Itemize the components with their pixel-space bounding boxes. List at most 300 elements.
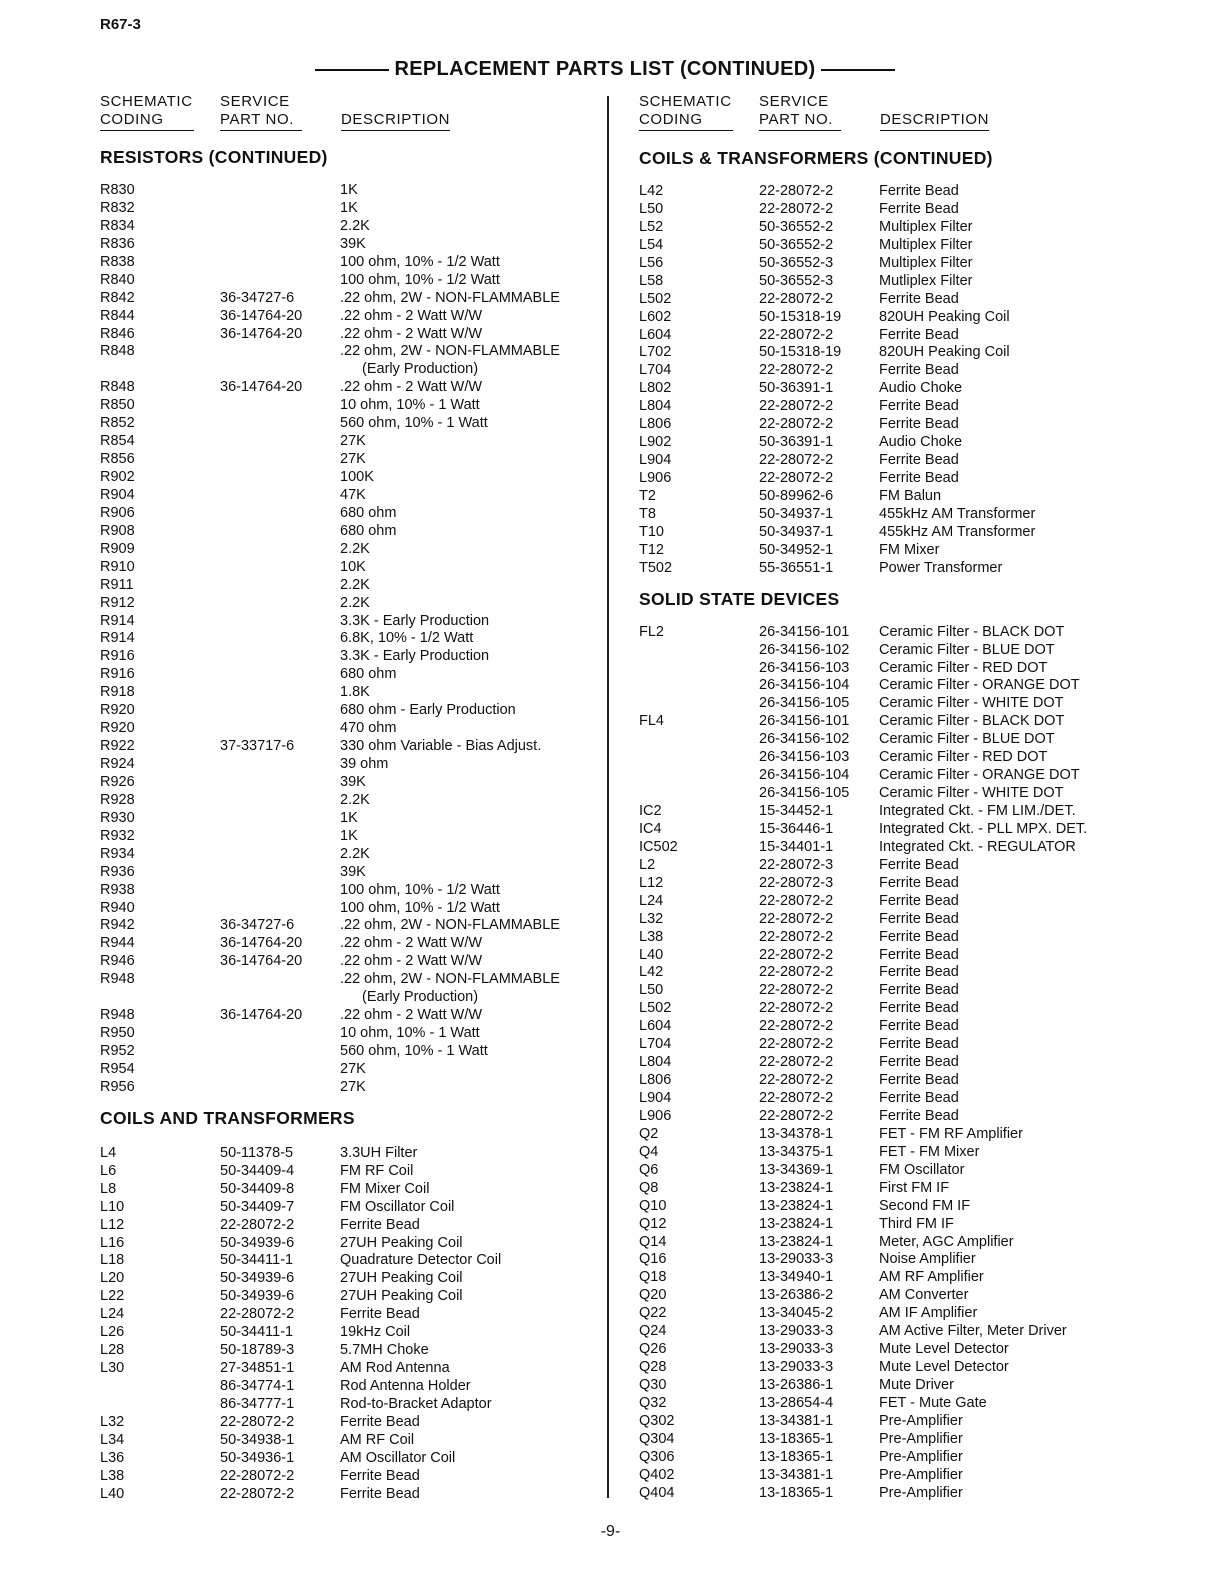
parts-row [639, 982, 1179, 1000]
parts-row [639, 183, 1179, 201]
parts-row [100, 272, 640, 290]
resistors-list [100, 182, 640, 1097]
description: Mute Driver [879, 1377, 954, 1393]
description: 680 ohm [340, 522, 397, 539]
schematic-code: R844 [100, 307, 135, 324]
parts-row [639, 1216, 1179, 1234]
parts-row [639, 488, 1179, 506]
description: 100 ohm, 10% - 1/2 Watt [340, 253, 500, 270]
schematic-code: R856 [100, 451, 135, 468]
schematic-code: L904 [639, 452, 672, 469]
parts-row [639, 875, 1179, 893]
service-part-no: 50-36391-1 [759, 380, 834, 397]
parts-row [639, 839, 1179, 857]
service-part-no: 13-23824-1 [759, 1233, 834, 1250]
schematic-code: T10 [639, 523, 664, 540]
parts-row [639, 713, 1179, 731]
schematic-code: L26 [100, 1324, 125, 1341]
service-part-no: 13-18365-1 [759, 1448, 834, 1465]
service-part-no: 26-34156-104 [759, 767, 850, 784]
service-part-no: 36-14764-20 [220, 325, 303, 342]
schematic-code: Q14 [639, 1233, 667, 1250]
description: Multiplex Filter [879, 218, 973, 235]
description: Integrated Ckt. - REGULATOR [879, 838, 1076, 855]
parts-row [100, 1306, 640, 1324]
parts-row [100, 1414, 640, 1432]
parts-row [639, 1180, 1179, 1198]
parts-row [639, 1000, 1179, 1018]
schematic-code: Q20 [639, 1287, 667, 1304]
parts-row [100, 559, 640, 577]
parts-row [100, 1396, 640, 1414]
title-rule-right [821, 69, 895, 71]
parts-row [639, 731, 1179, 749]
parts-row [639, 857, 1179, 875]
schematic-code: L58 [639, 272, 664, 289]
service-part-no: 50-89962-6 [759, 487, 834, 504]
description: First FM IF [879, 1179, 950, 1196]
description: 560 ohm, 10% - 1 Watt [340, 1043, 488, 1059]
parts-row [639, 1359, 1179, 1377]
description: Integrated Ckt. - FM LIM./DET. [879, 803, 1076, 819]
schematic-code: L22 [100, 1288, 125, 1305]
parts-row [639, 677, 1179, 695]
description: Ceramic Filter - BLUE DOT [879, 641, 1055, 658]
description: 3.3K - Early Production [340, 612, 490, 629]
parts-row [639, 416, 1179, 434]
schematic-code: Q32 [639, 1394, 667, 1411]
coils-continued-list [639, 183, 1179, 578]
description: AM Converter [879, 1287, 969, 1304]
schematic-code: L904 [639, 1090, 672, 1106]
description: 820UH Peaking Coil [879, 344, 1010, 361]
schematic-code: Q26 [639, 1341, 667, 1358]
parts-row [100, 451, 640, 469]
parts-row [639, 362, 1179, 380]
schematic-code: L24 [100, 1306, 125, 1323]
description: 39 ohm [340, 756, 389, 772]
service-part-no: 13-29033-3 [759, 1251, 834, 1268]
parts-row [639, 219, 1179, 237]
service-part-no: 15-34401-1 [759, 838, 834, 855]
service-part-no: 13-23824-1 [759, 1215, 834, 1232]
section-title-coils: COILS AND TRANSFORMERS [100, 1107, 355, 1128]
service-part-no: 13-34369-1 [759, 1161, 834, 1178]
parts-row [100, 523, 640, 541]
parts-row [100, 684, 640, 702]
schematic-code: L804 [639, 1054, 672, 1071]
schematic-code: R846 [100, 325, 135, 342]
service-part-no: 26-34156-103 [759, 659, 850, 676]
service-part-no: 13-34378-1 [759, 1125, 834, 1142]
service-part-no: 22-28072-2 [220, 1467, 295, 1484]
header-desc: DESCRIPTION [341, 111, 450, 131]
parts-row [639, 785, 1179, 803]
parts-row [639, 1323, 1179, 1341]
schematic-code: R902 [100, 469, 135, 485]
schematic-code: L52 [639, 218, 664, 235]
description: 100K [340, 469, 374, 485]
service-part-no: 13-34375-1 [759, 1143, 834, 1160]
parts-row [639, 201, 1179, 219]
service-part-no: 36-34727-6 [220, 917, 295, 934]
schematic-code: IC2 [639, 803, 662, 819]
description: .22 ohm, 2W - NON-FLAMMABLE [340, 343, 560, 360]
schematic-code: L604 [639, 1018, 672, 1035]
description: 2.2K [340, 217, 370, 234]
description: .22 ohm - 2 Watt W/W [340, 953, 483, 970]
service-part-no: 22-28072-2 [759, 452, 834, 469]
service-part-no: 22-28072-2 [759, 398, 834, 415]
service-part-no: 50-34937-1 [759, 505, 834, 522]
service-part-no: 50-18789-3 [220, 1342, 295, 1359]
description: .22 ohm - 2 Watt W/W [340, 325, 483, 342]
schematic-code: R924 [100, 756, 135, 772]
description: 10 ohm, 10% - 1 Watt [340, 397, 480, 414]
description: 1K [340, 809, 358, 826]
parts-row [639, 1269, 1179, 1287]
schematic-code: R928 [100, 791, 135, 808]
schematic-code: L50 [639, 982, 664, 999]
description: Ferrite Bead [879, 326, 959, 343]
schematic-code: T2 [639, 487, 656, 504]
parts-row [100, 469, 640, 487]
service-part-no: 13-23824-1 [759, 1179, 834, 1196]
description: Ceramic Filter - RED DOT [879, 749, 1048, 766]
parts-row [100, 738, 640, 756]
description: 27K [340, 451, 366, 468]
service-part-no: 50-34937-1 [759, 523, 834, 540]
parts-row [639, 911, 1179, 929]
description: Ferrite Bead [879, 856, 959, 873]
schematic-code: R936 [100, 863, 135, 880]
description: Pre-Amplifier [879, 1448, 963, 1465]
service-part-no: 22-28072-2 [759, 1000, 834, 1017]
service-part-no: 26-34156-101 [759, 623, 850, 640]
schematic-code: R934 [100, 845, 135, 862]
description: FM Oscillator Coil [340, 1198, 455, 1215]
schematic-code: T502 [639, 559, 673, 576]
parts-row [639, 1485, 1179, 1503]
schematic-code: L28 [100, 1342, 125, 1359]
parts-row [100, 702, 640, 720]
service-part-no: 13-34381-1 [759, 1412, 834, 1429]
parts-row [639, 893, 1179, 911]
schematic-code: L10 [100, 1198, 125, 1215]
parts-row [100, 720, 640, 738]
description: Ferrite Bead [879, 470, 959, 486]
schematic-code: L6 [100, 1162, 117, 1179]
schematic-code: Q306 [639, 1448, 675, 1465]
parts-row [100, 828, 640, 846]
parts-row [639, 1090, 1179, 1108]
service-part-no: 86-34774-1 [220, 1378, 295, 1394]
description: 6.8K, 10% - 1/2 Watt [340, 630, 474, 647]
left-header-coding [100, 93, 194, 131]
service-part-no: 15-36446-1 [759, 820, 834, 837]
schematic-code: R918 [100, 684, 135, 701]
schematic-code: R916 [100, 666, 135, 683]
parts-row [639, 1108, 1179, 1126]
description: 27UH Peaking Coil [340, 1288, 463, 1305]
description: Audio Choke [879, 380, 963, 397]
right-column [639, 147, 1179, 1503]
schematic-code: R940 [100, 899, 135, 916]
parts-row [100, 630, 640, 648]
schematic-code: IC502 [639, 838, 678, 855]
parts-row [100, 397, 640, 415]
description: Ferrite Bead [879, 1000, 959, 1017]
schematic-code: R834 [100, 217, 135, 234]
parts-row [100, 1486, 640, 1504]
parts-row [639, 470, 1179, 488]
schematic-code: L12 [100, 1216, 125, 1233]
service-part-no: 22-28072-2 [759, 362, 834, 379]
description: Ferrite Bead [879, 362, 959, 379]
service-part-no: 22-28072-2 [759, 1090, 834, 1106]
schematic-code: L38 [639, 928, 664, 945]
description: Quadrature Detector Coil [340, 1252, 502, 1269]
parts-row [639, 327, 1179, 345]
schematic-code: L40 [100, 1485, 125, 1502]
schematic-code: L806 [639, 416, 672, 433]
service-part-no: 22-28072-2 [759, 946, 834, 963]
service-part-no: 13-26386-1 [759, 1377, 834, 1393]
service-part-no: 36-34727-6 [220, 289, 295, 306]
schematic-code: R916 [100, 648, 135, 665]
description: Ferrite Bead [879, 290, 959, 307]
schematic-code: L804 [639, 398, 672, 415]
service-part-no: 86-34777-1 [220, 1395, 295, 1412]
service-part-no: 50-34411-1 [220, 1252, 294, 1269]
schematic-code: L16 [100, 1234, 125, 1251]
service-part-no: 13-34045-2 [759, 1305, 834, 1322]
service-part-no: 13-34381-1 [759, 1466, 834, 1483]
description: 27K [340, 1060, 366, 1077]
description: Multiplex Filter [879, 254, 973, 271]
parts-row [100, 1079, 640, 1097]
service-part-no: 50-36552-2 [759, 236, 834, 253]
service-part-no: 22-28072-2 [759, 1107, 834, 1124]
service-part-no: 36-14764-20 [220, 307, 303, 324]
description: Pre-Amplifier [879, 1430, 963, 1447]
service-part-no: 36-14764-20 [220, 1007, 303, 1024]
schematic-code: L12 [639, 874, 664, 891]
service-part-no: 13-29033-3 [759, 1341, 834, 1358]
parts-row [639, 344, 1179, 362]
description: Multiplex Filter [879, 236, 973, 253]
schematic-code: R954 [100, 1060, 135, 1077]
parts-row [639, 309, 1179, 327]
description: FM Balun [879, 487, 942, 504]
schematic-code: FL2 [639, 623, 664, 640]
description: Mute Level Detector [879, 1359, 1009, 1376]
header-coding-line2: CODING [100, 111, 194, 131]
parts-row [100, 433, 640, 451]
parts-row [639, 642, 1179, 660]
schematic-code: R832 [100, 199, 135, 216]
schematic-code: L604 [639, 326, 672, 343]
schematic-code: L34 [100, 1431, 125, 1448]
parts-row [100, 1432, 640, 1450]
schematic-code: L24 [639, 892, 664, 909]
description: Ferrite Bead [879, 1107, 959, 1124]
description: 47K [340, 486, 366, 503]
right-header-part [759, 93, 841, 131]
schematic-code: L50 [639, 200, 664, 217]
schematic-code: R950 [100, 1025, 135, 1042]
schematic-code: L36 [100, 1449, 125, 1466]
service-part-no: 22-28072-2 [220, 1216, 295, 1233]
service-part-no: 26-34156-103 [759, 749, 850, 766]
description: Ceramic Filter - ORANGE DOT [879, 677, 1080, 694]
service-part-no: 26-34156-101 [759, 713, 850, 730]
schematic-code: R850 [100, 397, 135, 414]
parts-row [100, 613, 640, 631]
description: 2.2K [340, 791, 370, 808]
section-title-solid-state: SOLID STATE DEVICES [639, 588, 840, 609]
schematic-code: R854 [100, 433, 135, 450]
parts-row-continuation [100, 989, 640, 1007]
schematic-code: R848 [100, 343, 135, 360]
right-header-coding [639, 93, 733, 131]
parts-row [100, 1007, 640, 1025]
description: 2.2K [340, 576, 370, 593]
description: 680 ohm - Early Production [340, 702, 516, 719]
section-title-coils-continued: COILS & TRANSFORMERS (CONTINUED) [639, 148, 993, 168]
schematic-code: R938 [100, 881, 135, 898]
schematic-code: R842 [100, 289, 135, 306]
parts-row [639, 560, 1179, 578]
description: Ferrite Bead [340, 1216, 420, 1233]
parts-row [100, 290, 640, 308]
schematic-code: R946 [100, 953, 135, 970]
parts-row [100, 326, 640, 344]
schematic-code: Q22 [639, 1305, 667, 1322]
header-part-line1: SERVICE [759, 93, 829, 110]
service-part-no: 15-34452-1 [759, 803, 834, 819]
description: AM Rod Antenna [340, 1360, 450, 1377]
description: 39K [340, 863, 366, 880]
service-part-no: 50-34939-6 [220, 1270, 295, 1287]
description: 455kHz AM Transformer [879, 523, 1036, 540]
parts-row [100, 756, 640, 774]
parts-row [639, 434, 1179, 452]
schematic-code: L32 [639, 910, 664, 927]
header-coding-line2: CODING [639, 111, 733, 131]
page-title-text: REPLACEMENT PARTS LIST (CONTINUED) [394, 58, 816, 80]
schematic-code: T8 [639, 505, 656, 522]
description: Power Transformer [879, 559, 1003, 576]
description: 19kHz Coil [340, 1324, 411, 1341]
service-part-no: 22-28072-2 [220, 1306, 295, 1323]
description: Ferrite Bead [879, 946, 959, 963]
parts-row [639, 524, 1179, 542]
service-part-no: 22-28072-2 [759, 964, 834, 981]
description: FM Oscillator [879, 1161, 965, 1178]
parts-row [639, 273, 1179, 291]
parts-row [639, 380, 1179, 398]
schematic-code: Q24 [639, 1323, 667, 1340]
description: Ferrite Bead [879, 1036, 959, 1053]
description: .22 ohm - 2 Watt W/W [340, 307, 483, 324]
schematic-code: R952 [100, 1043, 135, 1059]
schematic-code: R926 [100, 773, 135, 790]
parts-row [100, 971, 640, 989]
parts-row [639, 255, 1179, 273]
description: Ceramic Filter - BLACK DOT [879, 713, 1065, 730]
schematic-code: R830 [100, 182, 135, 198]
parts-row [639, 237, 1179, 255]
description: Ferrite Bead [879, 1054, 959, 1071]
parts-row [639, 803, 1179, 821]
parts-row [100, 1061, 640, 1079]
schematic-code: L704 [639, 1036, 672, 1053]
service-part-no: 26-34156-105 [759, 785, 850, 802]
left-column [100, 146, 640, 1504]
schematic-code: R912 [100, 594, 135, 611]
description: Second FM IF [879, 1197, 971, 1214]
parts-row [100, 1324, 640, 1342]
schematic-code: R836 [100, 235, 135, 252]
description: .22 ohm, 2W - NON-FLAMMABLE [340, 971, 560, 988]
header-part-line1: SERVICE [220, 93, 290, 110]
service-part-no: 50-34409-8 [220, 1180, 295, 1197]
parts-row [100, 1199, 640, 1217]
description: 1.8K [340, 684, 370, 701]
description: 100 ohm, 10% - 1/2 Watt [340, 899, 500, 916]
description: Ceramic Filter - RED DOT [879, 659, 1048, 676]
service-part-no: 22-28072-2 [759, 1072, 834, 1089]
description: Ferrite Bead [879, 910, 959, 927]
service-part-no: 13-18365-1 [759, 1484, 834, 1501]
parts-row [100, 182, 640, 200]
description: Mutliplex Filter [879, 272, 973, 289]
description: 39K [340, 235, 366, 252]
parts-row [639, 1144, 1179, 1162]
schematic-code: R908 [100, 522, 135, 539]
description: Pre-Amplifier [879, 1412, 963, 1429]
description: 470 ohm [340, 720, 397, 737]
parts-row [100, 864, 640, 882]
parts-row [100, 846, 640, 864]
description: Ferrite Bead [879, 1090, 959, 1106]
schematic-code: R911 [100, 576, 134, 593]
schematic-code: L502 [639, 1000, 672, 1017]
schematic-code: L18 [100, 1252, 125, 1269]
service-part-no: 22-28072-2 [759, 1018, 834, 1035]
schematic-code: L38 [100, 1467, 125, 1484]
description: 680 ohm [340, 666, 397, 683]
parts-row [100, 1270, 640, 1288]
description: 330 ohm Variable - Bias Adjust. [340, 738, 542, 755]
parts-row [100, 379, 640, 397]
service-part-no: 13-18365-1 [759, 1430, 834, 1447]
parts-row [100, 1181, 640, 1199]
parts-row [100, 648, 640, 666]
schematic-code: L56 [639, 254, 664, 271]
parts-row [639, 1126, 1179, 1144]
description: 27K [340, 433, 366, 450]
header-part-line2: PART NO. [220, 111, 302, 131]
schematic-code: L906 [639, 1107, 672, 1124]
schematic-code: L906 [639, 470, 672, 486]
schematic-code: L30 [100, 1360, 125, 1377]
schematic-code: R944 [100, 935, 135, 952]
schematic-code: Q18 [639, 1269, 667, 1286]
parts-row [639, 964, 1179, 982]
left-header-part [220, 93, 302, 131]
